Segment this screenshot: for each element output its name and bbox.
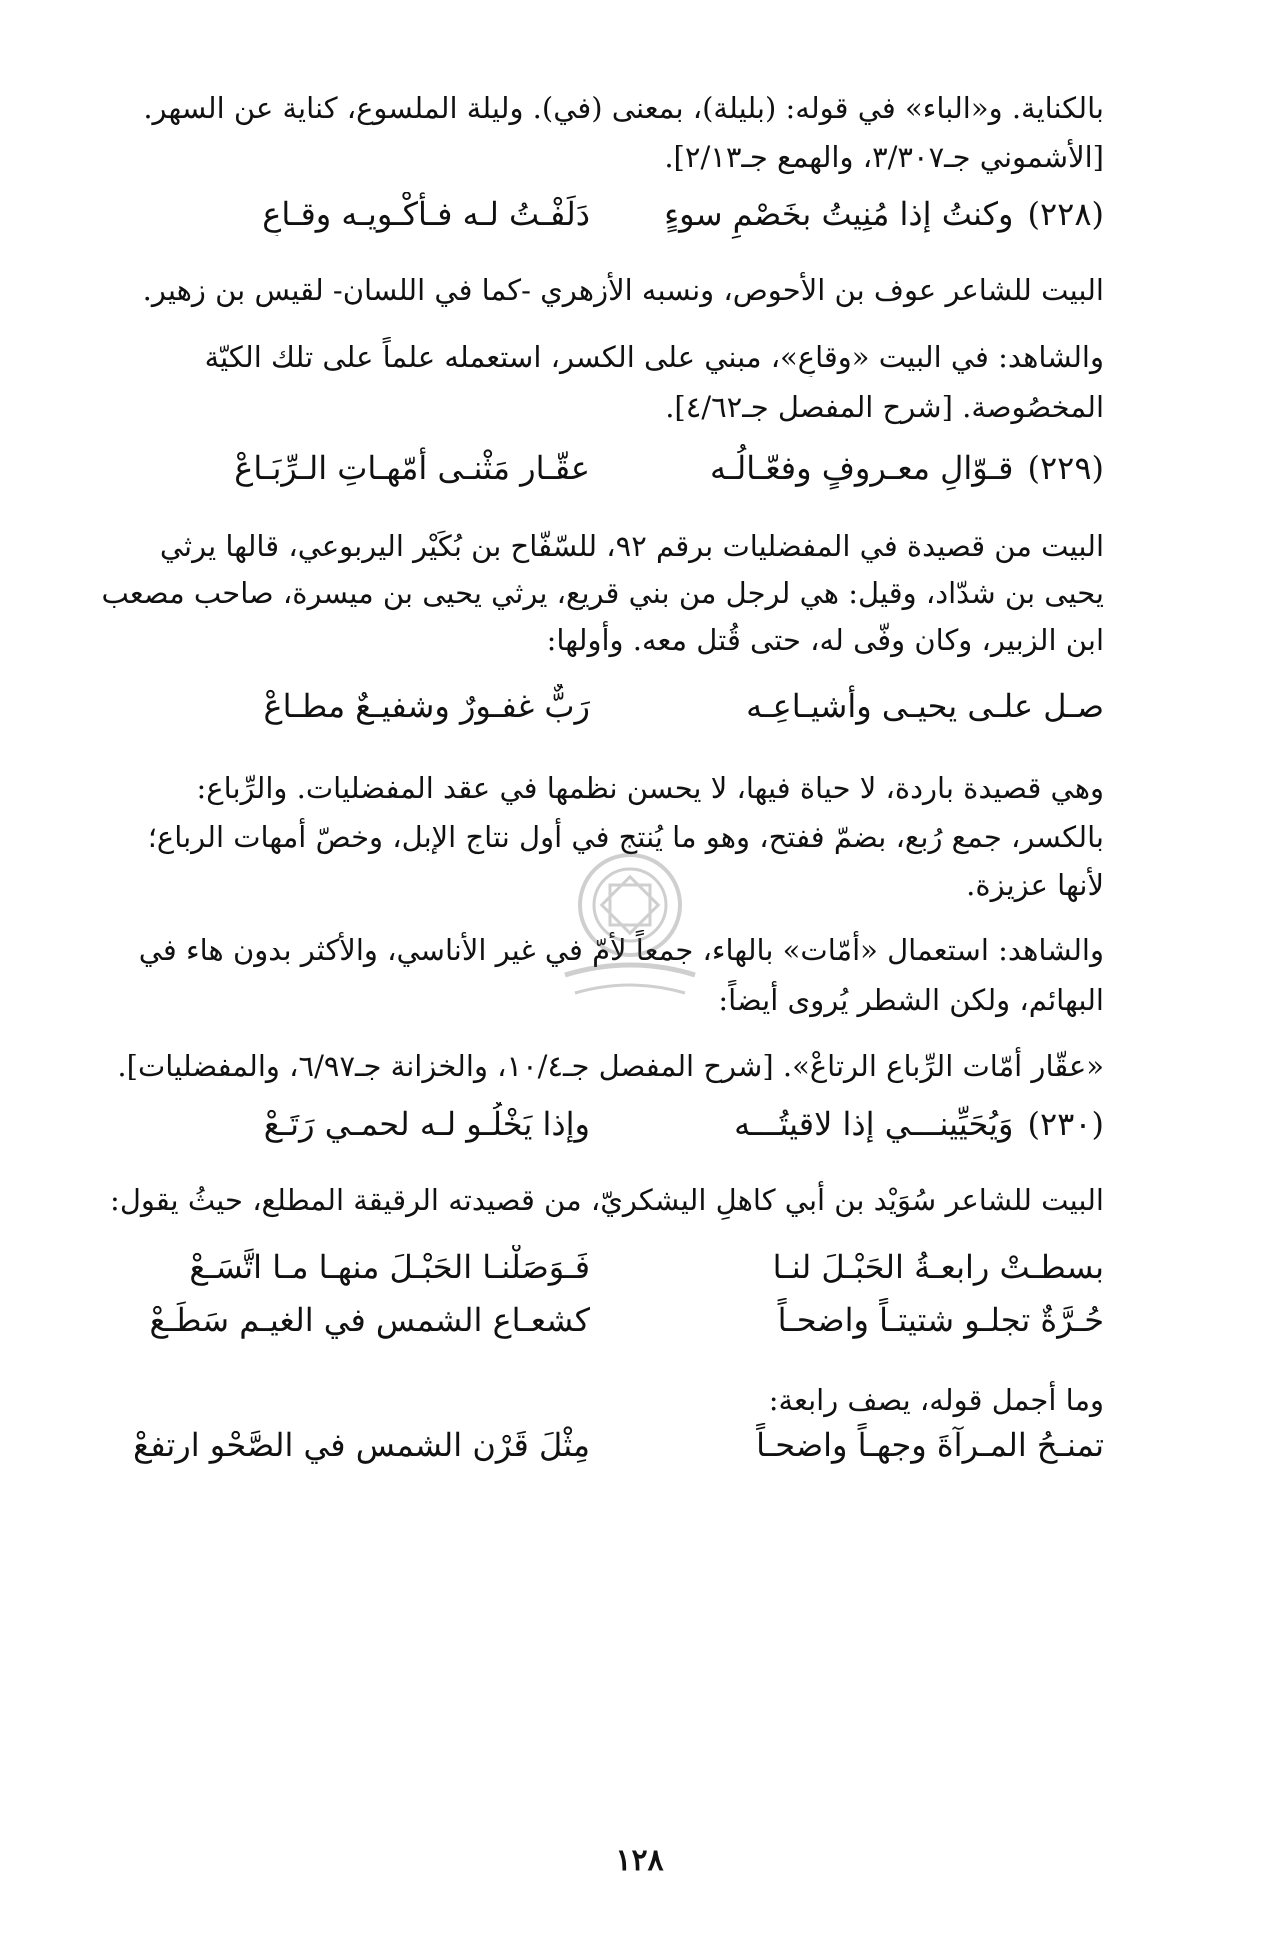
verse-hemistich-first: بسطـتْ رابعـةُ الحَبْـلَ لنـا (772, 1248, 1104, 1286)
verse-hemistich-first: وكنتُ إذا مُنِيتُ بخَصْمِ سوءٍ (664, 195, 1014, 233)
verse-hemistich-first: صـل علـى يحيـى وأشيـاعِـه (746, 687, 1104, 725)
verse-hemistich-second: كشعـاع الشمس في الغيـم سَطَـعْ (149, 1301, 590, 1339)
text-line: وهي قصيدة باردة، لا حياة فيها، لا يحسن نظمها في عقد المفضليات. والرِّباع: (196, 771, 1104, 805)
verse-hemistich-second: مِثْلَ قَرْن الشمس في الصَّحْو ارتفعْ (133, 1426, 590, 1464)
text-line: بالكسر، جمع رُبع، بضمّ ففتح، وهو ما يُنتج في أول نتاج الإبل، وخصّ أمهات الرباع؛ (147, 820, 1104, 854)
verse-number: (٢٣٠) (1027, 1105, 1104, 1143)
text-line: والشاهد: استعمال «أمّات» بالهاء، جمعاً لأمّ في غير الأناسي، والأكثر بدون هاء في (138, 933, 1104, 967)
verse-number: (٢٢٨) (1027, 195, 1104, 233)
verse-number: (٢٢٩) (1027, 449, 1104, 487)
text-line: المخصُوصة. [شرح المفصل جـ٤/٦٢]. (665, 390, 1104, 424)
verse-229 (710, 446, 1104, 490)
text-line: بالكناية. و«الباء» في قوله: (بليلة)، بمعنى (في). وليلة الملسوع، كناية عن السهر. (143, 91, 1104, 125)
text-line: ابن الزبير، وكان وفّى له، حتى قُتل معه. وأولها: (546, 623, 1104, 657)
text-line: البيت من قصيدة في المفضليات برقم ٩٢، للسّفّاح بن بُكَيْر اليربوعي، قالها يرثي (159, 529, 1104, 563)
verse-hemistich-second: فَـوَصَلْنـا الحَبْـلَ منهـا مـا اتَّسَـعْ (189, 1248, 590, 1286)
text-line: يحيى بن شدّاد، وقيل: هي لرجل من بني قريع، يرثي يحيى بن ميسرة، صاحب مصعب (101, 576, 1104, 610)
text-line: البيت للشاعر عوف بن الأحوص، ونسبه الأزهري -كما في اللسان- لقيس بن زهير. (142, 273, 1104, 307)
text-line: البهائم، ولكن الشطر يُروى أيضاً: (718, 983, 1104, 1017)
verse-hemistich-first: وَيُحَيِّينـــي إذا لاقيتُـــه (734, 1105, 1014, 1143)
page-number: ١٢٨ (615, 1843, 664, 1878)
verse-hemistich-second: عقّـار مَثْنـى أُمّهـاتِ الـرِّبَـاعْ (234, 449, 590, 487)
text-line: البيت للشاعر سُوَيْد بن أبي كاهلٍ اليشكريّ، من قصيدته الرقيقة المطلع، حيثُ يقول: (110, 1183, 1104, 1217)
verse-hemistich-second: رَبٌّ غفـورٌ وشفيـعٌ مطـاعْ (263, 687, 590, 725)
verse-hemistich-second: دَلَفْـتُ لـه فـأكْـويـه وقـاعِ (262, 195, 590, 233)
text-line: [الأشموني جـ٣/٣٠٧، والهمع جـ٢/١٣]. (664, 140, 1104, 174)
verse-228 (664, 192, 1104, 236)
text-line: «عقّار أمّات الرِّباع الرتاعْ». [شرح المفصل جـ١٠/٤، والخزانة جـ٦/٩٧، والمفضليات]. (117, 1049, 1104, 1083)
text-line: والشاهد: في البيت «وقاعِ»، مبني على الكسر، استعمله علماً على تلك الكيّة (204, 340, 1104, 374)
text-line: لأنها عزيزة. (966, 868, 1104, 902)
verse-hemistich-first: تمنـحُ المـرآةَ وجهـاً واضحـاً (756, 1426, 1104, 1464)
seal-watermark-icon (555, 845, 705, 1005)
verse-hemistich-first: حُـرَّةٌ تجلـو شتيتـاً واضحـاً (777, 1301, 1104, 1339)
verse-hemistich-first: قـوّالِ معـروفٍ وفعّـالُـه (709, 449, 1014, 487)
verse-hemistich-second: وإذا يَخْلُـو لـه لحمـي رَتَـعْ (263, 1105, 590, 1143)
verse-230 (734, 1102, 1104, 1146)
text-line: وما أجمل قوله، يصف رابعة: (768, 1383, 1104, 1417)
